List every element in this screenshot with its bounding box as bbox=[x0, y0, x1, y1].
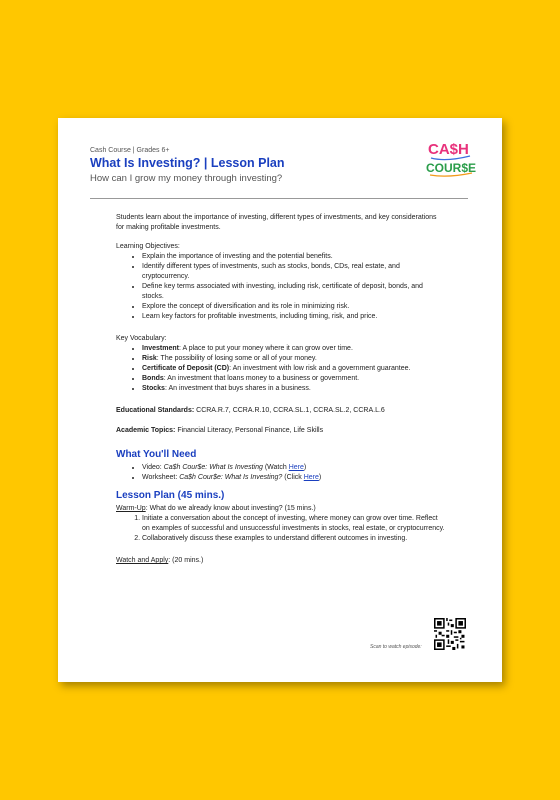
course-kicker: Cash Course | Grades 6+ bbox=[90, 147, 170, 154]
page-subtitle: How can I grow my money through investing? bbox=[90, 173, 283, 184]
topics-value: Financial Literacy, Personal Finance, Life Skills bbox=[175, 427, 324, 434]
vocabulary-label: Key Vocabulary: bbox=[116, 335, 167, 342]
lesson-content bbox=[116, 213, 446, 566]
vocab-definition: : An investment that loans money to a business or government. bbox=[163, 375, 360, 382]
vocab-term: Certificate of Deposit (CD) bbox=[142, 365, 230, 372]
plan-heading: Lesson Plan (45 mins.) bbox=[116, 490, 225, 501]
list-item bbox=[142, 364, 446, 374]
vocab-term: Bonds bbox=[142, 375, 164, 382]
cash-course-logo bbox=[426, 136, 476, 180]
qr-code-icon[interactable] bbox=[434, 618, 466, 650]
vocab-definition: : The possibility of losing some or all of your money. bbox=[156, 355, 317, 362]
material-prefix: Video: bbox=[142, 464, 164, 471]
vocab-term: Investment bbox=[142, 345, 179, 352]
list-item: • Explore the concept of diversification and its role in minimizing risk. bbox=[142, 302, 446, 312]
warmup-text: : What do we already know about investing? (15 mins.) bbox=[145, 505, 316, 512]
vocabulary-list bbox=[116, 344, 446, 394]
list-item bbox=[142, 344, 446, 354]
list-item bbox=[142, 354, 446, 364]
page-title: What Is Investing? | Lesson Plan bbox=[90, 156, 285, 170]
list-item bbox=[142, 384, 446, 394]
list-item: 1. Initiate a conversation about the concept of investing, where money can grow over time. Reflect on examples of successful and unsuccessful investments in stocks, real estate, or cryptocurrency. bbox=[142, 514, 446, 534]
objectives-label: Learning Objectives: bbox=[116, 243, 180, 250]
list-item bbox=[142, 463, 446, 473]
video-link[interactable]: Here bbox=[288, 464, 304, 471]
material-prefix: Worksheet: bbox=[142, 474, 180, 481]
watch-line bbox=[116, 556, 446, 566]
worksheet-title: Ca$h Cour$e: What Is Investing? bbox=[179, 474, 283, 481]
warmup-line bbox=[116, 504, 446, 514]
standards-value: CCRA.R.7, CCRA.R.10, CCRA.SL.1, CCRA.SL.2, CCRA.L.6 bbox=[194, 407, 385, 414]
vocab-definition: : An investment with low risk and a government guarantee. bbox=[229, 365, 411, 372]
objectives-list bbox=[116, 252, 446, 322]
logo-line2: COUR$E bbox=[426, 161, 476, 175]
material-suffix: ) bbox=[303, 464, 307, 471]
topics-line bbox=[116, 426, 446, 436]
header-divider bbox=[90, 198, 468, 199]
list-item: 2. Collaboratively discuss these examples to understand different outcomes in investing. bbox=[142, 534, 446, 544]
worksheet-link[interactable]: Here bbox=[303, 474, 319, 481]
vocab-term: Stocks bbox=[142, 385, 165, 392]
logo-line1: CA$H bbox=[428, 141, 469, 158]
lesson-plan-page bbox=[58, 118, 502, 682]
list-item: • Explain the importance of investing and the potential benefits. bbox=[142, 252, 446, 262]
materials-list bbox=[116, 463, 446, 483]
intro-text: Students learn about the importance of investing, different types of investments, and key considerations for making profitable investments. bbox=[116, 214, 437, 231]
watch-label: Watch and Apply bbox=[116, 557, 169, 564]
standards-line bbox=[116, 406, 446, 416]
material-suffix: ) bbox=[318, 474, 322, 481]
qr-label: Scan to watch episode: bbox=[370, 644, 422, 650]
warmup-steps bbox=[116, 514, 446, 544]
video-title: Ca$h Cour$e: What Is Investing bbox=[163, 464, 263, 471]
standards-label: Educational Standards: bbox=[116, 407, 195, 414]
page-header bbox=[90, 146, 390, 185]
vocab-definition: : A place to put your money where it can grow over time. bbox=[178, 345, 353, 352]
vocab-term: Risk bbox=[142, 355, 157, 362]
material-mid: (Watch bbox=[262, 464, 289, 471]
list-item bbox=[142, 374, 446, 384]
topics-label: Academic Topics: bbox=[116, 427, 176, 434]
watch-text: : (20 mins.) bbox=[168, 557, 204, 564]
list-item: • Learn key factors for profitable investments, including timing, risk, and price. bbox=[142, 312, 446, 322]
material-mid: (Click bbox=[282, 474, 304, 481]
warmup-label: Warm-Up bbox=[116, 505, 146, 512]
list-item: • Define key terms associated with investing, including risk, certificate of deposit, bonds, and stocks. bbox=[142, 282, 446, 302]
list-item: • Identify different types of investments, such as stocks, bonds, CDs, real estate, and cryptocurrency. bbox=[142, 262, 446, 282]
need-heading: What You'll Need bbox=[116, 449, 197, 460]
list-item bbox=[142, 473, 446, 483]
vocab-definition: : An investment that buys shares in a business. bbox=[164, 385, 311, 392]
